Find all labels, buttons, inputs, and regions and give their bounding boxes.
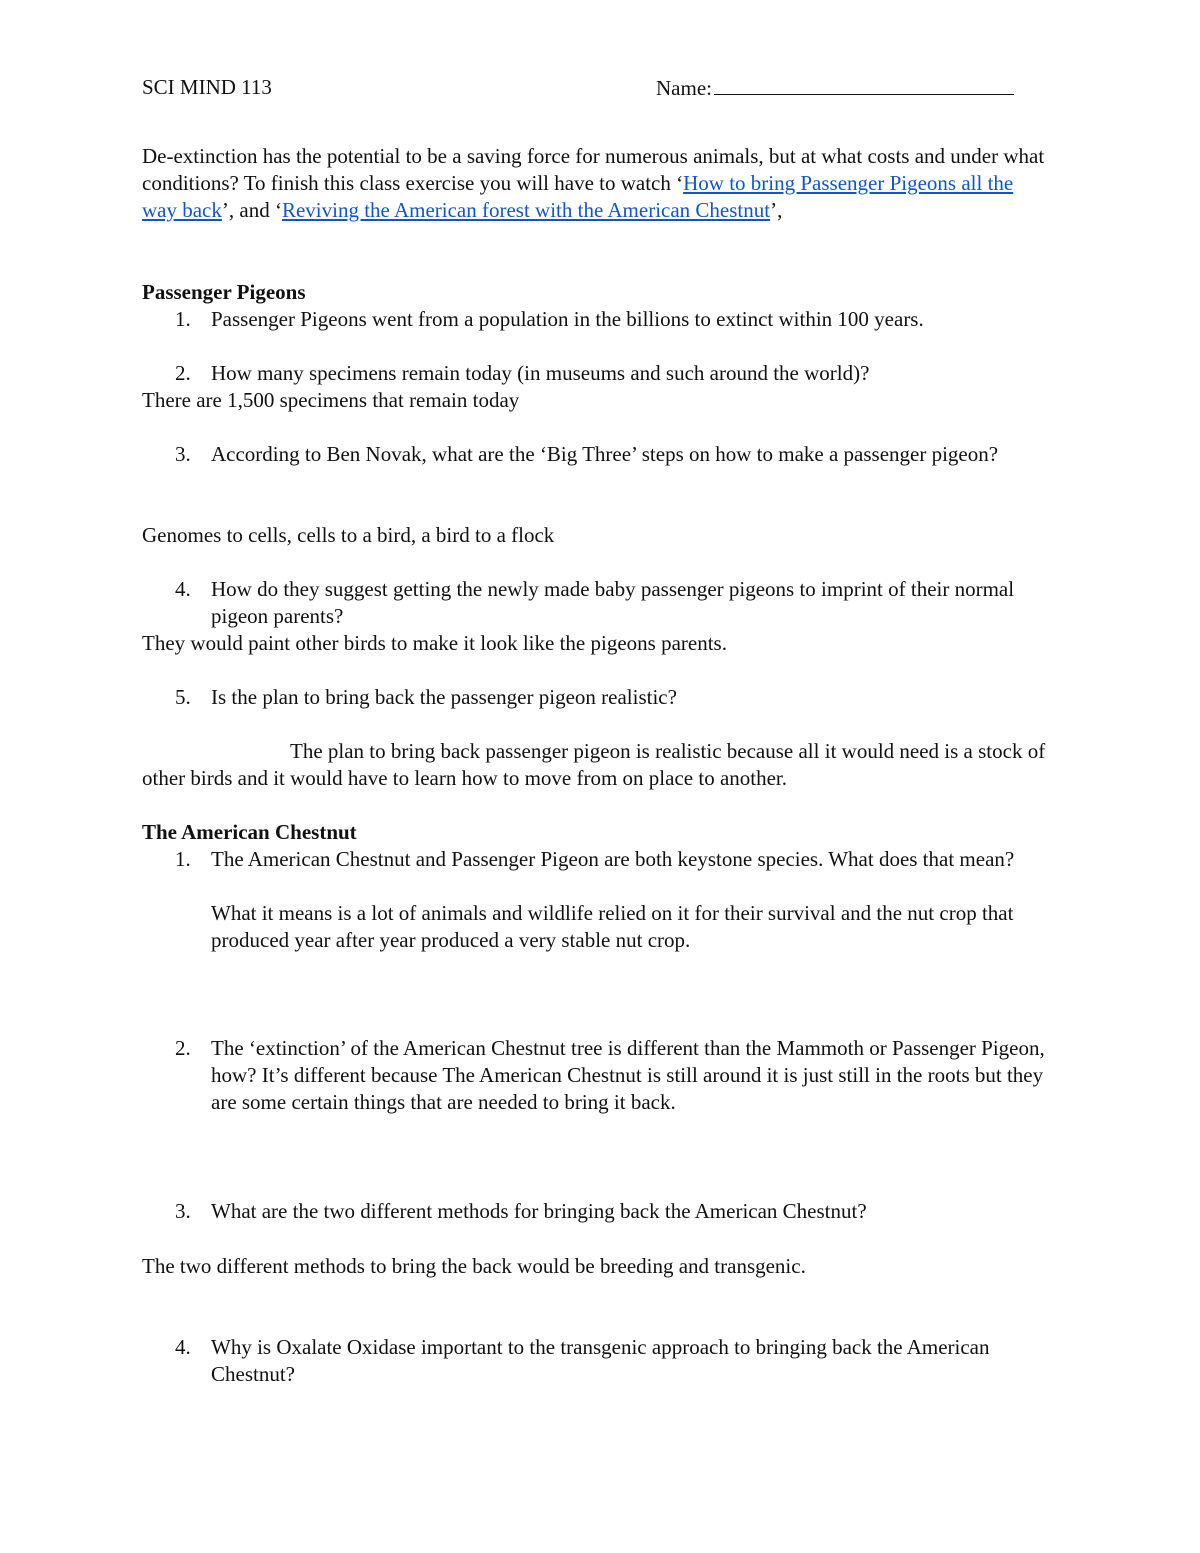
pigeon-answer-3: Genomes to cells, cells to a bird, a bird to a flock [142, 523, 555, 547]
question-number: 1. [175, 307, 191, 331]
pigeon-video-link[interactable]: How to bring Passenger Pigeons all the way back [142, 171, 1014, 222]
question-number: 5. [175, 685, 191, 709]
question-text: According to Ben Novak, what are the ‘Big Three’ steps on how to make a passenger pigeon? [211, 442, 999, 466]
question-text: What are the two different methods for bringing back the American Chestnut? [211, 1199, 867, 1223]
question-text: How do they suggest getting the newly made baby passenger pigeons to imprint of their normal pigeon parents? [211, 577, 1015, 628]
chestnut-video-link[interactable]: Reviving the American forest with the American Chestnut [281, 198, 771, 222]
pigeon-question-3 [175, 441, 1061, 468]
chestnut-question-2 [175, 1035, 1061, 1116]
question-number: 2. [175, 361, 191, 385]
question-number: 4. [175, 577, 191, 601]
question-number: 3. [175, 1199, 191, 1223]
question-text: How many specimens remain today (in museums and such around the world)? [211, 361, 870, 385]
section-title-american-chestnut: The American Chestnut [142, 820, 357, 844]
question-text: Why is Oxalate Oxidase important to the transgenic approach to bringing back the American Chestnut? [211, 1335, 990, 1386]
section-title-passenger-pigeons: Passenger Pigeons [142, 280, 306, 304]
chestnut-answer-3: The two different methods to bring the back would be breeding and transgenic. [142, 1254, 806, 1278]
chestnut-answer-1: What it means is a lot of animals and wildlife relied on it for their survival and the nut crop that produced year after year produced a very stable nut crop. [211, 901, 1014, 952]
name-label: Name: [656, 76, 712, 100]
intro-text-after: ’, [770, 198, 783, 222]
pigeon-question-1 [175, 306, 1061, 333]
chestnut-question-4 [175, 1334, 1061, 1388]
pigeon-question-4 [175, 576, 1061, 630]
intro-paragraph [142, 143, 1052, 224]
pigeon-question-5 [175, 684, 1061, 711]
intro-text-before: De-extinction has the potential to be a saving force for numerous animals, but at what costs and under what conditions? To finish this class exercise you will have to watch ‘ [142, 144, 1045, 195]
pigeon-answer-4: They would paint other birds to make it look like the pigeons parents. [142, 631, 727, 655]
name-blank-line[interactable] [714, 74, 1014, 95]
pigeon-answer-2: There are 1,500 specimens that remain today [142, 388, 520, 412]
course-code: SCI MIND 113 [142, 75, 272, 99]
chestnut-question-1 [175, 846, 1061, 873]
intro-text-middle: ’, and ‘ [221, 198, 282, 222]
question-number: 2. [175, 1036, 191, 1060]
chestnut-answer-2: It’s different because The American Chestnut is still around it is just still in the roots but they are some certain things that are needed to bring it back. [211, 1063, 1044, 1114]
question-number: 4. [175, 1335, 191, 1359]
question-text: Is the plan to bring back the passenger pigeon realistic? [211, 685, 677, 709]
question-number: 1. [175, 847, 191, 871]
question-text: The American Chestnut and Passenger Pigeon are both keystone species. What does that mean? [211, 847, 1015, 871]
name-field [656, 74, 1014, 102]
question-number: 3. [175, 442, 191, 466]
pigeon-answer-5: The plan to bring back passenger pigeon is realistic because all it would need is a stock of other birds and it would have to learn how to move from on place to another. [142, 739, 1046, 790]
pigeon-question-2 [175, 360, 1061, 387]
chestnut-question-3 [175, 1198, 1061, 1225]
question-text: Passenger Pigeons went from a population in the billions to extinct within 100 years. [211, 307, 924, 331]
question-text: The ‘extinction’ of the American Chestnut tree is different than the Mammoth or Passenger Pigeon, how? [211, 1036, 1045, 1087]
